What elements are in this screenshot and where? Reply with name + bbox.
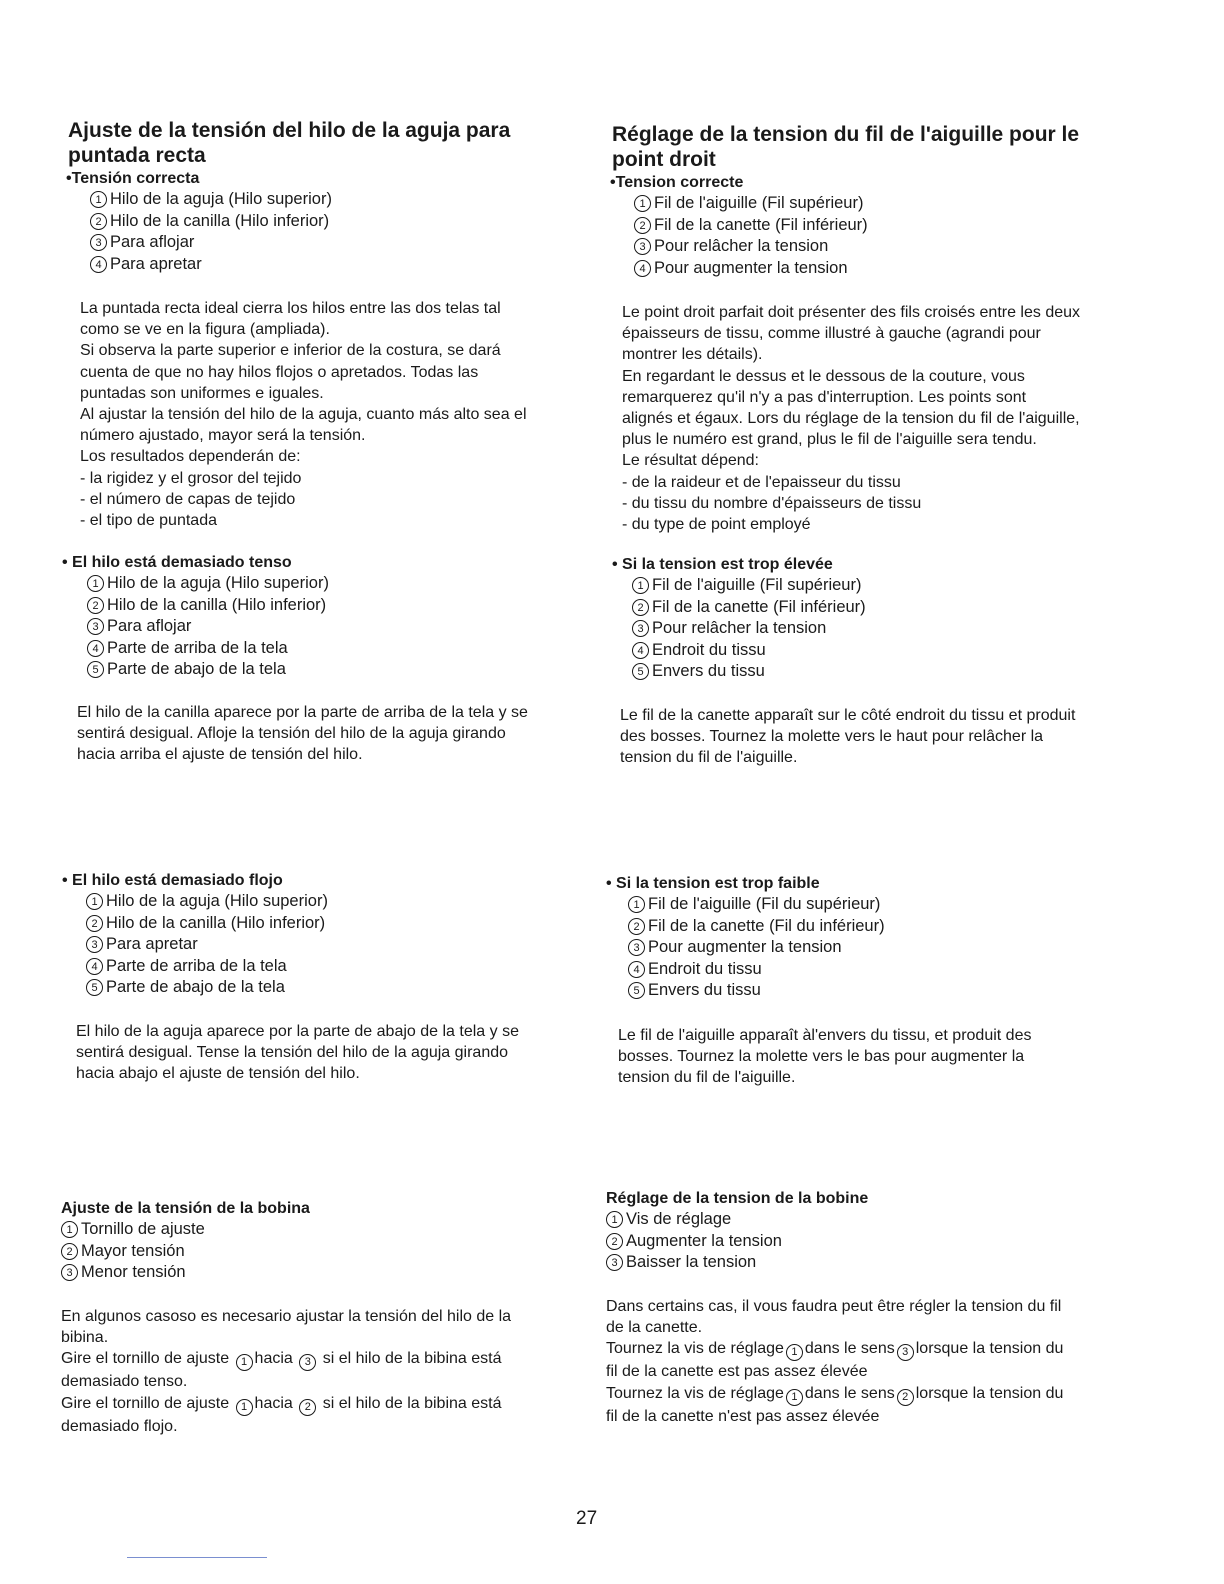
fr-correct-list: [610, 173, 868, 279]
list-item: 4 Pour augmenter la tension: [634, 258, 868, 280]
circled-number-4-icon: 4: [634, 260, 651, 277]
list-item: 5 Parte de abajo de la tela: [86, 977, 328, 999]
circled-number-3-icon: 3: [87, 618, 104, 635]
list-item: 3 Para aflojar: [90, 232, 332, 254]
list-item: 1 Fil de l'aiguille (Fil du supérieur): [628, 894, 885, 916]
list-item: 4 Para apretar: [90, 254, 332, 276]
circled-number-3-icon: 3: [299, 1354, 316, 1371]
circled-number-1-icon: 1: [606, 1211, 623, 1228]
circled-number-1-icon: 1: [90, 191, 107, 208]
circled-number-5-icon: 5: [632, 663, 649, 680]
circled-number-5-icon: 5: [628, 982, 645, 999]
fr-loose-list: [606, 874, 885, 1002]
circled-number-4-icon: 4: [628, 961, 645, 978]
list-item: 5 Envers du tissu: [632, 661, 866, 683]
list-item: 2 Fil de la canette (Fil inférieur): [632, 597, 866, 619]
fr-bobbin-heading: Réglage de la tension de la bobine: [606, 1190, 869, 1207]
es-tight-heading: • El hilo está demasiado tenso: [62, 554, 292, 571]
fr-loose-text: Le fil de l'aiguille apparaît àl'envers du tissu, et produit des bosses. Tournez la molette vers le bas pour augmenter la tension du fil de l'aiguille.: [618, 1027, 1032, 1087]
fr-bobbin-text: Dans certains cas, il vous faudra peut être régler la tension du fil de la canette. Tournez la vis de réglage 1 dans le sens 3 lorsque la tension du fil de la canette est pas assez élevée Tournez la vis de réglage 1 dans le sens 2 lorsque la tension du fil de la canette n'est pas assez élevée: [606, 1298, 1064, 1425]
es-loose-list: [62, 871, 328, 999]
list-item: 2 Fil de la canette (Fil du inférieur): [628, 916, 885, 938]
list-item: 2 Mayor tensión: [61, 1241, 310, 1263]
circled-number-1-icon: 1: [86, 893, 103, 910]
list-item: 3 Pour relâcher la tension: [634, 236, 868, 258]
es-bobbin-text: En algunos casoso es necesario ajustar la tensión del hilo de la bibina. Gire el tornillo de ajuste 1 hacia 3 si el hilo de la bibina está demasiado tenso. Gire el tornillo de ajuste 1 hacia 2 si el hilo de la bibina está demasiado flojo.: [61, 1308, 512, 1435]
circled-number-3-icon: 3: [86, 936, 103, 953]
page-number: 27: [576, 1508, 598, 1529]
list-item: 1 Tornillo de ajuste: [61, 1219, 310, 1241]
list-item: 3 Menor tensión: [61, 1262, 310, 1284]
circled-number-1-icon: 1: [628, 896, 645, 913]
circled-number-3-icon: 3: [61, 1264, 78, 1281]
list-item: 1 Hilo de la aguja (Hilo superior): [90, 189, 332, 211]
es-title-line1: Ajuste de la tensión del hilo de la aguja para: [68, 119, 511, 142]
circled-number-2-icon: 2: [634, 217, 651, 234]
fr-correct-heading: •Tension correcte: [610, 174, 744, 191]
circled-number-3-icon: 3: [632, 620, 649, 637]
list-item: 3 Pour relâcher la tension: [632, 618, 866, 640]
fr-loose-heading: • Si la tension est trop faible: [606, 875, 820, 892]
list-item: 5 Parte de abajo de la tela: [87, 659, 329, 681]
circled-number-4-icon: 4: [87, 640, 104, 657]
fr-correct-text: Le point droit parfait doit présenter des fils croisés entre les deux épaisseurs de tissu, comme illustré à gauche (agrandi pour montrer les détails). En regardant le dessus et le dessous de la couture, vous remarquerez qu'il n'y a pas d'interruption. Les points sont alignés et égaux. Lors du réglage de la tension du fil de l'aiguille, plus le numéro est grand, plus le fil de l'aiguille sera tendu. Le résultat dépend: - de la raideur et de l'epaisseur du tissu - du tissu du nombre d'épaisseurs de tissu - du type de point employé: [622, 304, 1081, 534]
circled-number-3-icon: 3: [897, 1344, 914, 1361]
list-item: 4 Endroit du tissu: [632, 640, 866, 662]
circled-number-1-icon: 1: [634, 195, 651, 212]
fr-title-line1: Réglage de la tension du fil de l'aiguille pour le: [612, 123, 1080, 146]
es-bobbin-list: [61, 1199, 310, 1284]
circled-number-5-icon: 5: [86, 979, 103, 996]
circled-number-1-icon: 1: [236, 1399, 253, 1416]
fr-bobbin-list: [606, 1189, 868, 1274]
es-loose-text: El hilo de la aguja aparece por la parte de abajo de la tela y se sentirá desigual. Tense la tensión del hilo de la aguja girando hacia abajo el ajuste de tensión del hilo.: [76, 1023, 519, 1083]
circled-number-3-icon: 3: [628, 939, 645, 956]
list-item: 2 Hilo de la canilla (Hilo inferior): [86, 913, 328, 935]
list-item: 3 Pour augmenter la tension: [628, 937, 885, 959]
circled-number-2-icon: 2: [628, 918, 645, 935]
circled-number-3-icon: 3: [606, 1254, 623, 1271]
es-loose-heading: • El hilo está demasiado flojo: [62, 872, 283, 889]
fr-tight-list: [612, 555, 866, 683]
fr-title-line2: point droit: [612, 148, 716, 171]
fr-tight-text: Le fil de la canette apparaît sur le côté endroit du tissu et produit des bosses. Tournez la molette vers le haut pour relâcher la tension du fil de l'aiguille.: [620, 707, 1076, 767]
circled-number-2-icon: 2: [632, 599, 649, 616]
circled-number-3-icon: 3: [634, 238, 651, 255]
circled-number-2-icon: 2: [86, 915, 103, 932]
es-title-line2: puntada recta: [68, 144, 206, 167]
list-item: 2 Hilo de la canilla (Hilo inferior): [87, 595, 329, 617]
list-item: 3 Para apretar: [86, 934, 328, 956]
list-item: 2 Fil de la canette (Fil inférieur): [634, 215, 868, 237]
circled-number-2-icon: 2: [897, 1389, 914, 1406]
circled-number-4-icon: 4: [86, 958, 103, 975]
list-item: 1 Fil de l'aiguille (Fil supérieur): [632, 575, 866, 597]
es-correct-list: [66, 169, 332, 275]
circled-number-3-icon: 3: [90, 234, 107, 251]
circled-number-2-icon: 2: [299, 1399, 316, 1416]
list-item: 2 Hilo de la canilla (Hilo inferior): [90, 211, 332, 233]
list-item: 1 Fil de l'aiguille (Fil supérieur): [634, 193, 868, 215]
circled-number-1-icon: 1: [87, 575, 104, 592]
es-bobbin-heading: Ajuste de la tensión de la bobina: [61, 1200, 310, 1217]
fr-title: [612, 122, 1079, 172]
footer-divider: [127, 1557, 267, 1558]
circled-number-1-icon: 1: [786, 1389, 803, 1406]
es-correct-text: La puntada recta ideal cierra los hilos entre las dos telas tal como se ve en la figura (ampliada). Si observa la parte superior e inferior de la costura, se dará cuenta de que no hay hilos flojos o apretados. Todas las puntadas son uniformes e iguales. Al ajustar la tensión del hilo de la aguja, cuanto más alto sea el número ajustado, mayor será la tensión. Los resultados dependerán de: - la rigidez y el grosor del tejido - el número de capas de tejido - el tipo de puntada: [80, 300, 527, 530]
circled-number-5-icon: 5: [87, 661, 104, 678]
fr-tight-heading: • Si la tension est trop élevée: [612, 556, 833, 573]
es-tight-list: [62, 553, 329, 681]
circled-number-2-icon: 2: [90, 213, 107, 230]
list-item: 3 Para aflojar: [87, 616, 329, 638]
circled-number-1-icon: 1: [632, 577, 649, 594]
list-item: 3 Baisser la tension: [606, 1252, 868, 1274]
circled-number-4-icon: 4: [632, 642, 649, 659]
es-title: [68, 118, 510, 168]
circled-number-2-icon: 2: [606, 1233, 623, 1250]
circled-number-4-icon: 4: [90, 256, 107, 273]
circled-number-2-icon: 2: [87, 597, 104, 614]
list-item: 4 Parte de arriba de la tela: [87, 638, 329, 660]
es-correct-heading: •Tensión correcta: [66, 170, 200, 187]
list-item: 1 Hilo de la aguja (Hilo superior): [86, 891, 328, 913]
list-item: 4 Parte de arriba de la tela: [86, 956, 328, 978]
circled-number-1-icon: 1: [786, 1344, 803, 1361]
es-tight-text: El hilo de la canilla aparece por la parte de arriba de la tela y se sentirá desigual. Afloje la tensión del hilo de la aguja girando hacia arriba el ajuste de tensión del hilo.: [77, 704, 528, 764]
list-item: 1 Hilo de la aguja (Hilo superior): [87, 573, 329, 595]
list-item: 1 Vis de réglage: [606, 1209, 868, 1231]
list-item: 2 Augmenter la tension: [606, 1231, 868, 1253]
list-item: 5 Envers du tissu: [628, 980, 885, 1002]
list-item: 4 Endroit du tissu: [628, 959, 885, 981]
circled-number-2-icon: 2: [61, 1243, 78, 1260]
circled-number-1-icon: 1: [236, 1354, 253, 1371]
circled-number-1-icon: 1: [61, 1221, 78, 1238]
